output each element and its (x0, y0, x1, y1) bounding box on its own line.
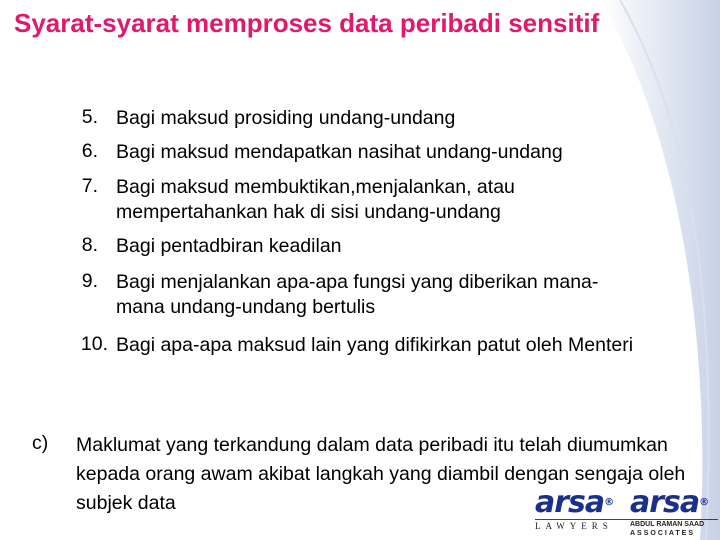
logo-caption: LAWYERS (535, 519, 630, 531)
list-number: 8. (81, 234, 98, 256)
list-number: 10. (80, 333, 108, 355)
list-text: Bagi maksud prosiding undang-undang (116, 107, 456, 129)
list-number: 5. (81, 106, 98, 128)
logo-caption: ABDUL RAMAN SAAD (630, 519, 718, 529)
list-text: Bagi maksud membuktikan,menjalankan, atau mempertahankan hak di sisi undang-undang (116, 176, 515, 223)
list-text: Bagi apa-apa maksud lain yang difikirkan patut oleh Menteri (116, 334, 634, 356)
list-text: Bagi pentadbiran keadilan (116, 235, 342, 257)
list-number: 6. (81, 140, 98, 162)
list-text: Bagi menjalankan apa-apa fungsi yang diberikan mana-mana undang-undang bertulis (116, 271, 599, 318)
logo-wordmark: arsa® (630, 485, 709, 520)
logo-wordmark: arsa® (535, 485, 614, 520)
list-number: 9. (81, 270, 98, 292)
logo-caption: ASSOCIATES (630, 530, 695, 537)
arsa-lawyers-logo (535, 485, 630, 531)
point-c-text: Maklumat yang terkandung dalam data peribadi itu telah diumumkan kepada orang awam akibat langkah yang diambil dengan sengaja oleh subjek data (76, 434, 686, 514)
point-marker: c) (32, 432, 49, 454)
list-number: 7. (81, 175, 98, 197)
page-title: Syarat-syarat memproses data peribadi sensitif (14, 8, 600, 38)
arsa-associates-logo (630, 485, 718, 537)
list-text: Bagi maksud mendapatkan nasihat undang-undang (116, 141, 563, 163)
